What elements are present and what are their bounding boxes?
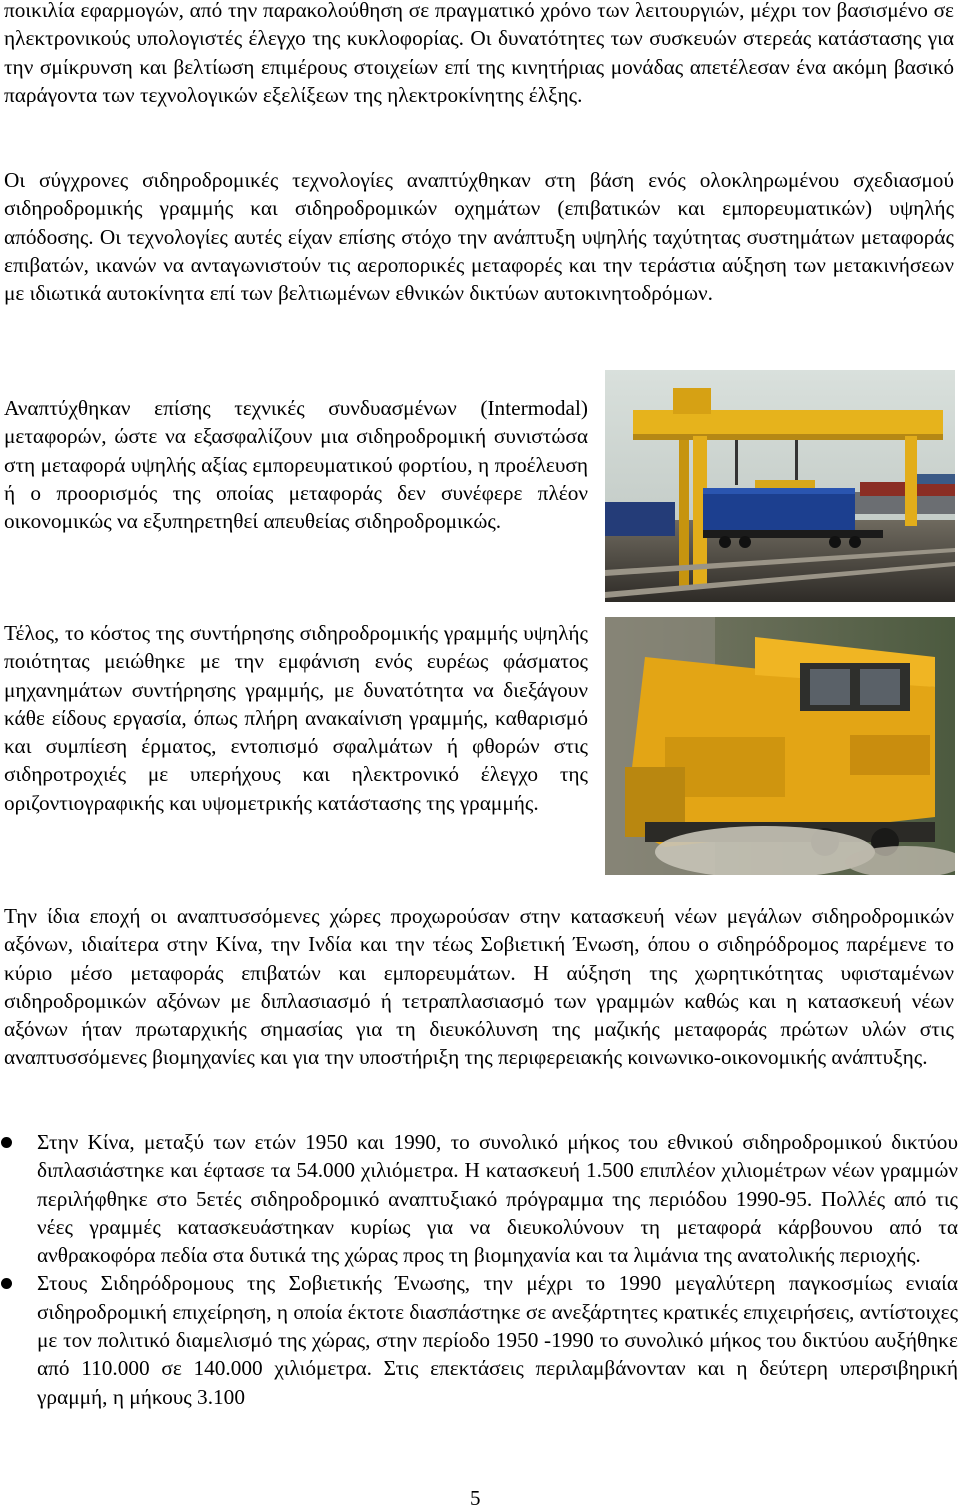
bullet-list bbox=[0, 1128, 958, 1411]
intermodal-crane-photo bbox=[605, 370, 955, 602]
bullet-item-china bbox=[0, 1128, 958, 1269]
page-number: 5 bbox=[470, 1486, 481, 1510]
bullet-dot-icon bbox=[1, 1278, 12, 1289]
bullet-dot-icon bbox=[1, 1137, 12, 1148]
paragraph-modern-technologies: Οι σύγχρονες σιδηροδρομικές τεχνολογίες αναπτύχθηκαν στη βάση ενός ολοκληρωμένου σχεδιασμού σιδηροδρομικής γραμμής και σιδηροδρομικών οχημάτων (επιβατικών και εμπορευματικών) υψηλής απόδοσης. Οι τεχνολογίες αυτές είχαν επίσης στόχο την ανάπτυξη υψηλής ταχύτητας συστημάτων μεταφοράς επιβατών, ικανών να ανταγωνιστούν τις αεροπορικές μεταφορές και την τεράστια αύξηση των μετακινήσεων με ιδιωτικά αυτοκίνητα επί των βελτιωμένων εθνικών δικτύων αυτοκινητοδρόμων. bbox=[4, 168, 954, 306]
paragraph-intro-continuation: ποικιλία εφαρμογών, από την παρακολούθηση σε πραγματικό χρόνο των λειτουργιών, μέχρι τον βασισμένο σε ηλεκτρονικούς υπολογιστές έλεγχο της κυκλοφορίας. Οι δυνατότητες των συσκευών στερεάς κατάστασης για την σμίκρυνση και βελτίωση επιμέρους στοιχείων επί της κινητήριας μονάδας απετέλεσαν ένα ακόμη βασικό παράγοντα των τεχνολογικών εξελίξεων της ηλεκτροκίνητης έλξης. bbox=[4, 0, 954, 107]
track-maintenance-machine-photo bbox=[605, 617, 955, 875]
bullet-text: Στους Σιδηρόδρομους της Σοβιετικής Ένωσης, την μέχρι το 1990 μεγαλύτερη παγκοσμίως ενιαία σιδηροδρομική επιχείρηση, η οποία έκτοτε διασπάστηκε σε ανεξάρτητες κρατικές επιχειρήσεις, αντίστοιχες με τον πολιτικό διαμελισμό της χώρας, στην περίοδο 1950 -1990 το συνολικό μήκος του δικτύου αυξήθηκε από 110.000 σε 140.000 χιλιόμετρα. Στις επεκτάσεις περιλαμβάνονταν και η δεύτερη υπερσιβηρική γραμμή, η μήκους 3.100 bbox=[37, 1271, 958, 1409]
bullet-text: Στην Κίνα, μεταξύ των ετών 1950 και 1990, το συνολικό μήκος του εθνικού σιδηροδρομικού δικτύου διπλασιάστηκε και έφτασε τα 54.000 χιλιόμετρα. Η κατασκευή 1.500 επιπλέον χιλιομέτρων νέων γραμμών περιλήφθηκε στο 5ετές σιδηροδρομικό αναπτυξιακό πρόγραμμα της περιόδου 1990-95. Πολλές από τις νέες γραμμές κατασκευάστηκαν κυρίως για να διευκολύνουν τη μεταφορά κάρβουνου από τα ανθρακοφόρα πεδία στα δυτικά της χώρας προς τη βιομηχανία και τα λιμάνια της ανατολικής περιοχής. bbox=[37, 1130, 958, 1268]
paragraph-developing-countries: Την ίδια εποχή οι αναπτυσσόμενες χώρες προχωρούσαν στην κατασκευή νέων μεγάλων σιδηροδρομικών αξόνων, ιδιαίτερα στην Κίνα, την Ινδία και την τέως Σοβιετική Ένωση, όπου ο σιδηρόδρομος παρέμενε το κύριο μέσο μεταφοράς επιβατών και εμπορευμάτων. Η αύξηση της χωρητικότητας υφισταμένων σιδηροδρομικών αξόνων με διπλασιασμό ή τετραπλασιασμό των γραμμών καθώς και η κατασκευή νέων αξόνων ήταν πρωταρχικής σημασίας για τη διευκόλυνση της μαζικής μεταφοράς πρώτων υλών στις αναπτυσσόμενες βιομηχανίες και για την υποστήριξη της περιφερειακής κοινωνικο-οικονομικής ανάπτυξης. bbox=[4, 904, 954, 1070]
paragraph-track-maintenance: Τέλος, το κόστος της συντήρησης σιδηροδρομικής γραμμής υψηλής ποιότητας μειώθηκε με την εμφάνιση ενός ευρέως φάσματος μηχανημάτων συντήρησης γραμμής, με δυνατότητα να διεξάγουν κάθε είδους εργασία, όπως πλήρη ανακαίνιση γραμμής, καθαρισμό και συμπίεση έρματος, εντοπισμό σφαλμάτων ή φθορών στις σιδηροτροχιές με υπερήχους και ηλεκτρονικό έλεγχο της οριζοντιογραφικής και υψομετρικής κατάστασης της γραμμής. bbox=[4, 621, 588, 815]
paragraph-intermodal: Αναπτύχθηκαν επίσης τεχνικές συνδυασμένων (Intermodal) μεταφορών, ώστε να εξασφαλίζουν μια σιδηροδρομική συνιστώσα στη μεταφορά υψηλής αξίας εμπορευματικού φορτίου, η προέλευση ή ο προορισμός της οποίας μεταφοράς δεν συνέφερε πλέον οικονομικώς να εξυπηρετηθεί απευθείας σιδηροδρομικώς. bbox=[4, 396, 588, 534]
bullet-item-soviet-union bbox=[0, 1269, 958, 1410]
